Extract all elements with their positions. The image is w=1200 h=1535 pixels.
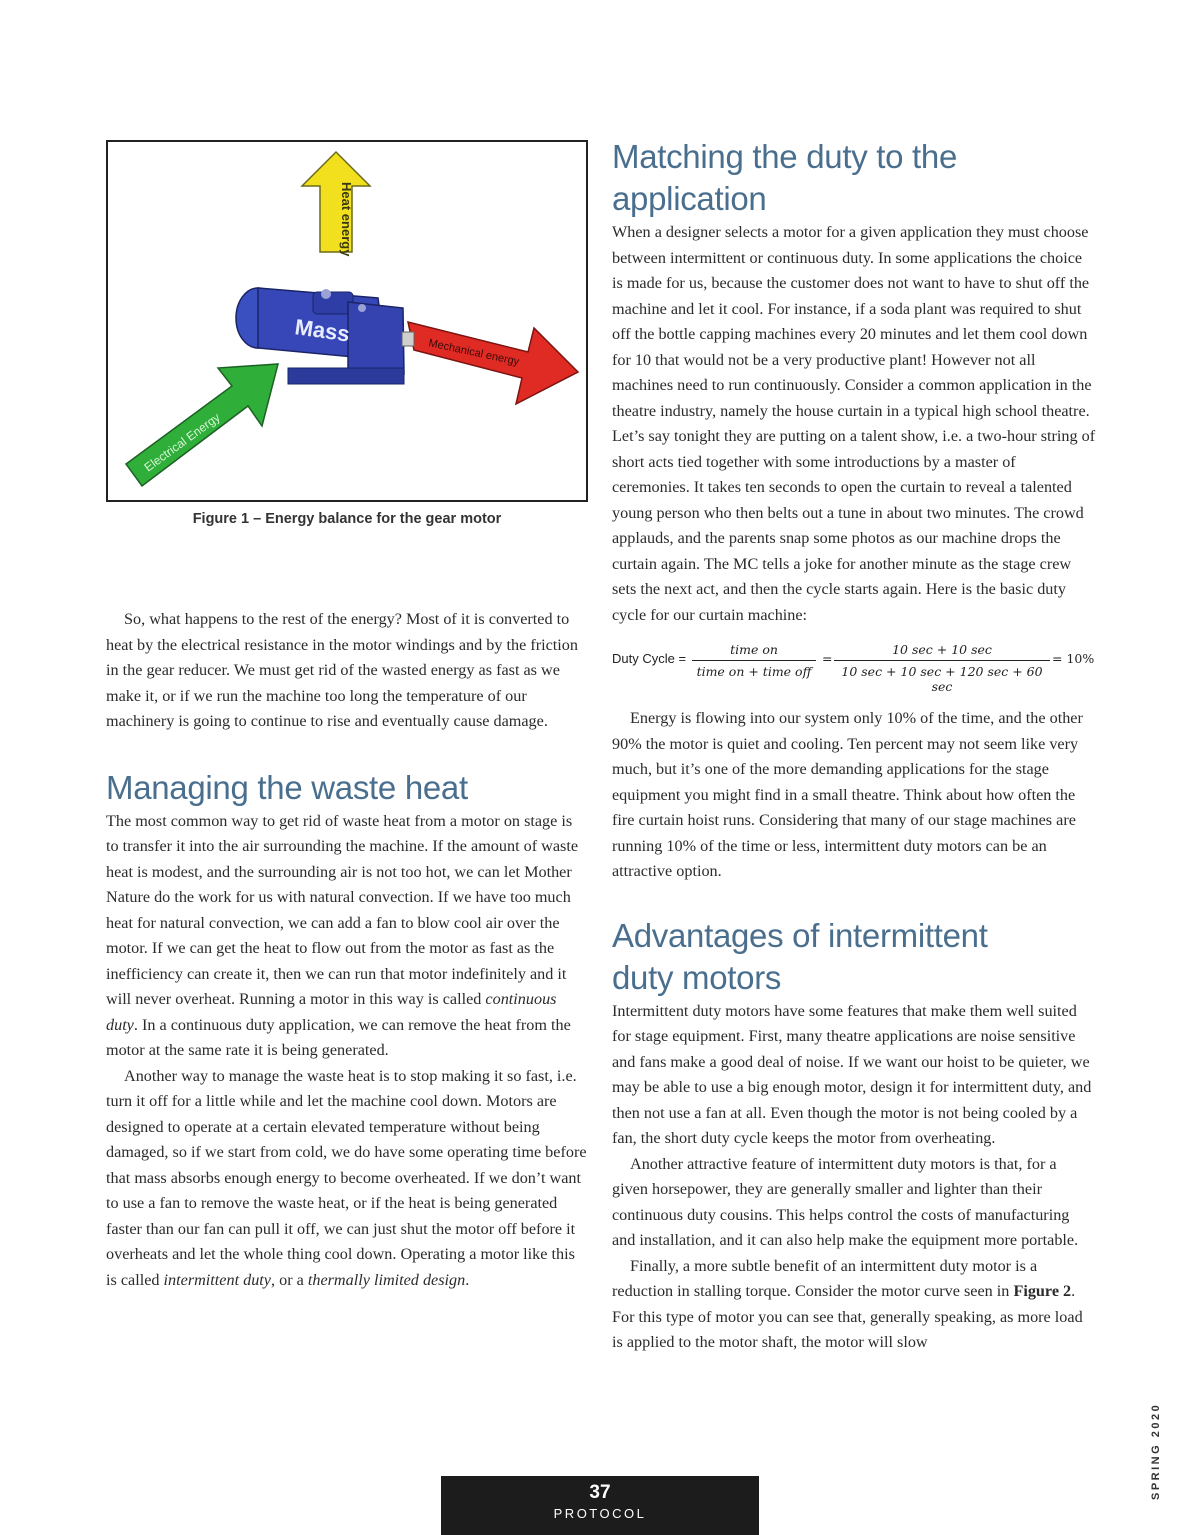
- heading-advantages-line-2: duty motors: [612, 958, 782, 996]
- equals-sign: =: [822, 651, 833, 666]
- heading-matching-duty: Matching the duty to the application: [612, 138, 958, 217]
- term-intermittent-duty: intermittent duty: [163, 1270, 271, 1289]
- fraction-time-on: [692, 642, 816, 679]
- figure-1: [106, 140, 588, 502]
- fraction-numerator: 10 sec + 10 sec: [892, 642, 992, 657]
- paragraph-waste-heat-1: [106, 809, 588, 1064]
- mechanical-energy-arrow: [408, 322, 578, 404]
- paragraph-matching: When a designer selects a motor for a given application they must choose between intermittent or continuous duty. In some applications the choice is made for us, because the customer does not want to have to shut off the machine and let it cool. For instance, if a soda plant was required to shut off the bottle capping machines every 20 minutes and let them cool down for 10 that would not be a very productive plant! However not all machines need to run continuously. Consider a common application in the theatre industry, namely the house curtain in a typical high school theatre. Let’s say tonight they are putting on a talent show, i.e. a two-hour string of short acts tied together with some introductions by a master of ceremonies. It takes ten seconds to open the curtain to reveal a talented young person who then belts out a tune in about two minutes. The crowd applauds, and the parents snap some photos as our machine drops the curtain again. The MC tells a joke for another minute as the stage crew sets the next act, and then the cycle starts again. Here is the basic duty cycle for our curtain machine:: [612, 223, 1096, 624]
- mass-label: Mass: [293, 314, 352, 347]
- equation-label: Duty Cycle =: [612, 651, 687, 666]
- heading-managing-waste-heat: Managing the waste heat: [106, 768, 468, 806]
- paragraph-text: . For this type of motor you can see that, generally speaking, as more load is applied to the motor shaft, the motor will slow: [612, 1282, 1083, 1351]
- fraction-denominator: 10 sec + 10 sec + 120 sec + 60 sec: [834, 660, 1050, 694]
- left-column: [106, 140, 588, 1293]
- duty-cycle-equation: [612, 636, 1096, 694]
- paragraph-rest-of-energy: So, what happens to the rest of the energy? Most of it is converted to heat by the electrical resistance in the motor windings and by the friction in the gear reducer. We must get rid of the wasted energy as fast as we make it, or if we run the machine too long the temperature of our machinery is going to continue to rise and eventually cause damage.: [106, 610, 578, 730]
- paragraph-text: The most common way to get rid of waste heat from a motor on stage is to transfer it into the air surrounding the machine. If the amount of waste heat is modest, and the surrounding air is not too hot, we can let Mother Nature do the work for us with natural convection. If we have too much heat for natural convection, we can add a fan to blow cool air over the motor. If we can get the heat to flow out from the motor as fast as the inefficiency can create it, then we can run that motor indefinitely and it will never overheat. Running a motor in this way is called: [106, 811, 578, 1008]
- mechanical-energy-label: Mechanical energy: [427, 337, 521, 369]
- paragraph-text: . In a continuous duty application, we can remove the heat from the motor at the same rate it is being generated.: [106, 1015, 571, 1059]
- issue-label: SPRING 2020: [1150, 1402, 1162, 1500]
- equation-result: = 10%: [1052, 651, 1095, 666]
- page-footer: [441, 1476, 759, 1535]
- right-column: [612, 136, 1096, 1356]
- paragraph-advantages-1: Intermittent duty motors have some features that make them well suited for stage equipment. First, many theatre applications are noise sensitive and fans make a good deal of noise. If we want our hoist to be quieter, we may be able to use a big enough motor, design it for intermittent duty, and then not use a fan at all. Even though the motor is not being cooled by a fan, the short duty cycle keeps the motor from overheating.: [612, 1001, 1092, 1147]
- heat-energy-arrow: [302, 152, 370, 252]
- term-thermally-limited: thermally limited design: [307, 1270, 466, 1289]
- heading-advantages-line-1: Advantages of intermittent: [612, 916, 988, 954]
- fraction-denominator: time on + time off: [692, 660, 816, 679]
- paragraph-text: .: [465, 1270, 470, 1289]
- magazine-name: PROTOCOL: [553, 1506, 647, 1521]
- paragraph-text: Finally, a more subtle benefit of an intermittent duty motor is a reduction in stalling torque. Consider the motor curve seen in: [612, 1256, 1038, 1300]
- fraction-seconds: [834, 642, 1050, 694]
- term-continuous-duty: continuous duty: [106, 990, 557, 1034]
- fraction-numerator: time on: [730, 642, 778, 657]
- page-number: 37: [589, 1482, 611, 1503]
- paragraph-advantages-2: Another attractive feature of intermittent duty motors is that, for a given horsepower, they are generally smaller and lighter than their continuous duty cousins. This helps control the costs of manufacturing and installation, and it can also help make the equipment more portable.: [612, 1154, 1079, 1249]
- heat-energy-label: Heat energy: [339, 182, 354, 257]
- figure-2-reference: Figure 2: [1013, 1282, 1072, 1300]
- paragraph-waste-heat-2: [106, 1064, 588, 1294]
- paragraph-energy-flow: Energy is flowing into our system only 10% of the time, and the other 90% the motor is quiet and cooling. Ten percent may not seem like very much, but it’s one of the more demanding applications for the stage equipment you might find in a small theatre. Think about how often the fire curtain hoist runs. Considering that many of our stage machines are running 10% of the time or less, intermittent duty motors can be an attractive option.: [612, 709, 1083, 880]
- electrical-energy-label: Electrical Energy: [141, 410, 223, 475]
- figure-1-caption: Figure 1 – Energy balance for the gear motor: [192, 511, 502, 527]
- paragraph-text: Another way to manage the waste heat is to stop making it so fast, i.e. turn it off for a little while and let the machine cool down. Motors are designed to operate at a certain elevated temperature without being damaged, so if we start from cold, we do have some operating time before that mass absorbs enough energy to become overheated. If we don’t want to use a fan to remove the waste heat, or if the heat is being generated faster than our fan can pull it off, we can just shut the motor off before it overheats and let the whole thing cool down. Operating a motor like this is called: [106, 1066, 587, 1289]
- energy-balance-illustration: [108, 142, 586, 500]
- paragraph-advantages-3: [612, 1254, 1096, 1356]
- paragraph-text: , or a: [271, 1270, 308, 1289]
